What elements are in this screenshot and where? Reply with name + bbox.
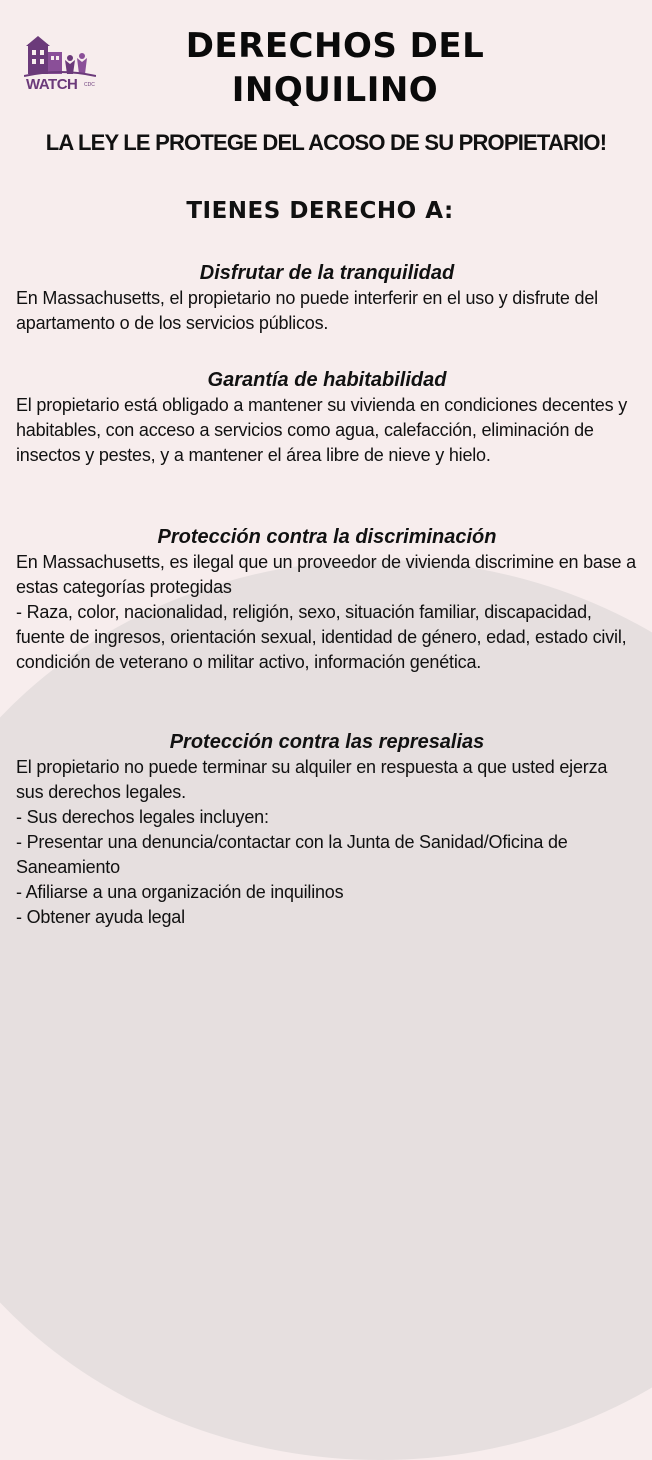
section-heading: Protección contra la discriminación xyxy=(157,526,497,548)
section-text: - Raza, color, nacionalidad, religión, sexo, situación familiar, discapacidad, fuente de ingresos, orientación sexual, identidad de género, edad, estado civil, condición de veterano o militar activo, información genética. xyxy=(16,602,627,672)
list-item: - Obtener ayuda legal xyxy=(16,907,185,927)
logo-small-text: CDC xyxy=(84,82,95,88)
section-represalias xyxy=(16,729,638,930)
section-text: En Massachusetts, el propietario no puede interferir en el uso y disfrute del apartamento o de los servicios públicos. xyxy=(16,288,598,333)
section-heading: Protección contra las represalias xyxy=(169,731,485,753)
subtitle: LA LEY LE PROTEGE DEL ACOSO DE SU PROPIETARIO! xyxy=(45,130,607,155)
title-line-1: DERECHOS DEL xyxy=(185,26,485,66)
list-item: - Presentar una denuncia/contactar con la Junta de Sanidad/Oficina de Saneamiento xyxy=(16,832,568,877)
section-text: El propietario está obligado a mantener su vivienda en condiciones decentes y habitables, con acceso a servicios como agua, calefacción, eliminación de insectos y pestes, y a mantener el área libre de nieve y hielo. xyxy=(16,395,627,465)
watch-logo xyxy=(24,36,96,96)
houses-icon xyxy=(24,36,96,78)
logo-text: WATCH xyxy=(26,76,78,93)
intro-heading: TIENES DERECHO A: xyxy=(186,198,454,224)
section-text: El propietario no puede terminar su alquiler en respuesta a que usted ejerza sus derechos legales. xyxy=(16,757,608,802)
title-line-2: INQUILINO xyxy=(231,70,439,110)
section-tranquilidad xyxy=(16,260,638,336)
section-discriminacion xyxy=(16,524,638,675)
list-item: - Afiliarse a una organización de inquilinos xyxy=(16,882,344,902)
section-heading: Garantía de habitabilidad xyxy=(207,369,447,391)
list-item: - Sus derechos legales incluyen: xyxy=(16,807,269,827)
page-title xyxy=(120,24,550,112)
section-habitabilidad xyxy=(16,367,638,468)
section-text: En Massachusetts, es ilegal que un proveedor de vivienda discrimine en base a estas categorías protegidas xyxy=(16,552,636,597)
section-heading: Disfrutar de la tranquilidad xyxy=(199,262,455,284)
